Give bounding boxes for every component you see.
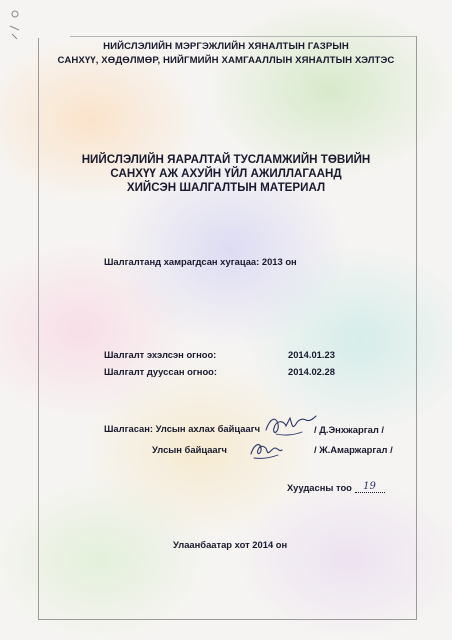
frame-left-line xyxy=(38,38,39,620)
end-date-label: Шалгалт дууссан огноо: xyxy=(104,366,218,377)
department-name: САНХҮҮ, ХӨДӨЛМӨР, НИЙГМИЙН ХАМГААЛЛЫН ХЯНАЛТЫН ХЭЛТЭС xyxy=(57,55,395,66)
page-count-label: Хуудасны тоо xyxy=(287,482,352,493)
start-date-value: 2014.01.23 xyxy=(288,349,335,360)
frame-top-line xyxy=(70,36,417,37)
inspector-label: Улсын байцаагч xyxy=(152,444,227,455)
inspector-name: / Ж.Амаржаргал / xyxy=(314,444,393,455)
page-count-line xyxy=(287,482,385,495)
binding-hole-marks xyxy=(4,6,26,42)
document-title-line-3: ХИЙСЭН ШАЛГАЛТЫН МАТЕРИАЛ xyxy=(126,181,326,194)
frame-right-line xyxy=(416,36,417,620)
end-date-value: 2014.02.28 xyxy=(288,366,335,377)
inspection-period: Шалгалтанд хамрагдсан хугацаа: 2013 он xyxy=(104,256,297,267)
inspector-signature xyxy=(248,436,284,462)
senior-inspector-name: / Д.Энхжаргал / xyxy=(314,424,385,435)
city-and-year: Улаанбаатар хот 2014 он xyxy=(173,539,288,550)
document-title-line-1: НИЙСЛЭЛИЙН ЯАРАЛТАЙ ТУСЛАМЖИЙН ТӨВИЙН xyxy=(81,153,371,166)
start-date-label: Шалгалт эхэлсэн огноо: xyxy=(104,349,217,360)
document-title-line-2: САНХҮҮ АЖ АХУЙН ҮЙЛ АЖИЛЛАГААНД xyxy=(110,167,342,180)
senior-inspector-label: Шалгасан: Улсын ахлах байцаагч xyxy=(104,423,261,434)
organization-name: НИЙСЛЭЛИЙН МЭРГЭЖЛИЙН ХЯНАЛТЫН ГАЗРЫН xyxy=(103,41,349,52)
page-count-value: 19 xyxy=(355,481,385,493)
frame-bottom-line xyxy=(38,619,417,620)
